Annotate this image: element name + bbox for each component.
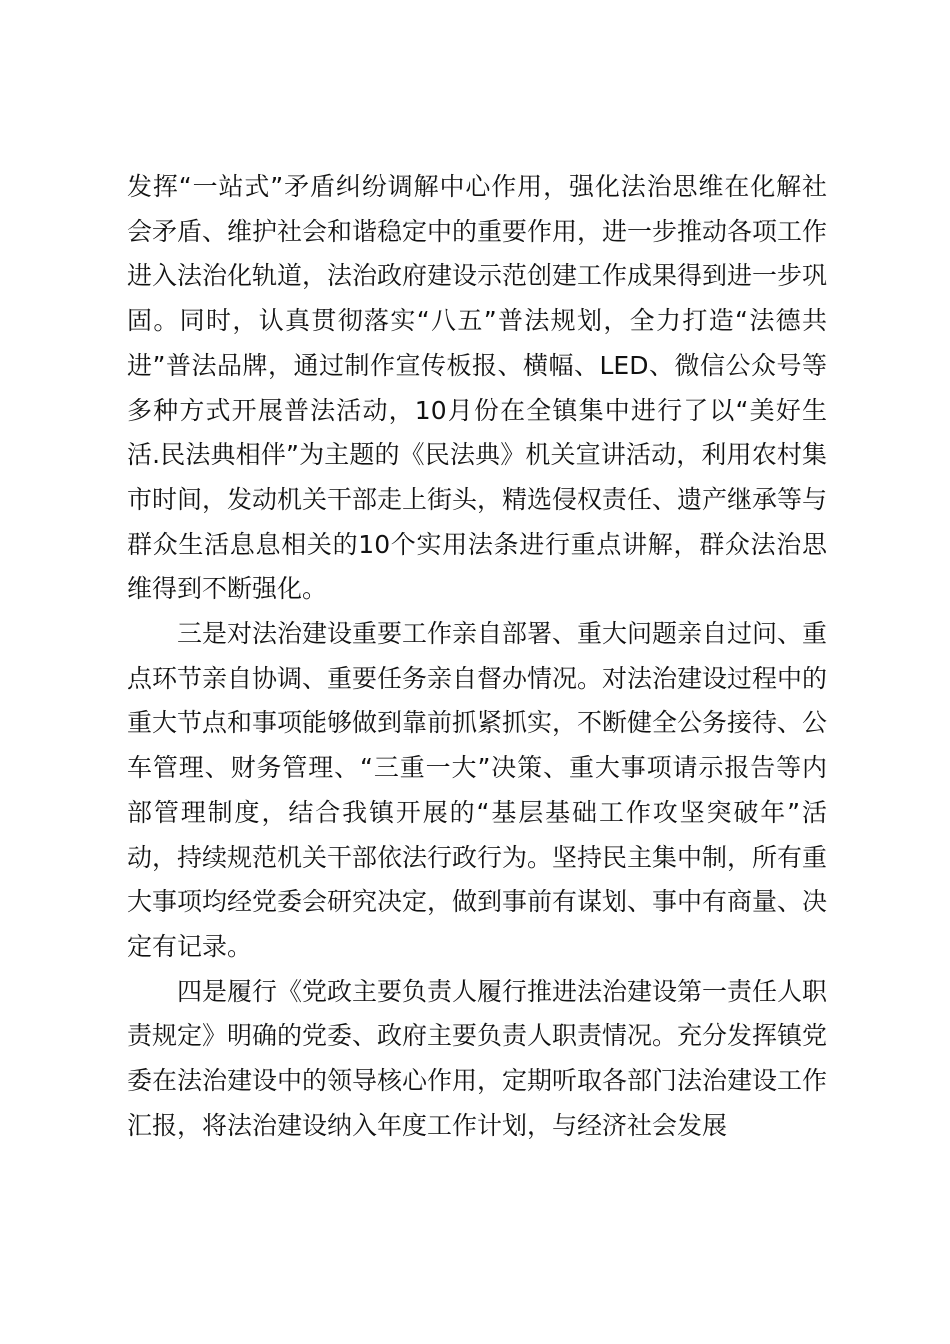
paragraph-item-three: 三是对法治建设重要工作亲自部署、重大问题亲自过问、重点环节亲自协调、重要任务亲自督办情况。对法治建设过程中的重大节点和事项能够做到靠前抓紧抓实，不断健全公务接待、公车管理、财务管理、“三重一大”决策、重大事项请示报告等内部管理制度，结合我镇开展的“基层基础工作攻坚突破年”活动，持续规范机关干部依法行政行为。坚持民主集中制，所有重大事项均经党委会研究决定，做到事前有谋划、事中有商量、决定有记录。 [127, 619, 828, 961]
document-body [127, 165, 827, 1148]
paragraph-item-four: 四是履行《党政主要负责人履行推进法治建设第一责任人职责规定》明确的党委、政府主要负责人职责情况。充分发挥镇党委在法治建设中的领导核心作用，定期听取各部门法治建设工作汇报，将法治建设纳入年度工作计划，与经济社会发展 [127, 976, 828, 1140]
paragraph-continuation: 发挥“一站式”矛盾纠纷调解中心作用，强化法治思维在化解社会矛盾、维护社会和谐稳定中的重要作用，进一步推动各项工作进入法治化轨道，法治政府建设示范创建工作成果得到进一步巩固。同时，认真贯彻落实“八五”普法规划，全力打造“法德共进”普法品牌，通过制作宣传板报、横幅、LED、微信公众号等多种方式开展普法活动，10月份在全镇集中进行了以“美好生活.民法典相伴”为主题的《民法典》机关宣讲活动，利用农村集市时间，发动机关干部走上街头，精选侵权责任、遗产继承等与群众生活息息相关的10个实用法条进行重点讲解，群众法治思维得到不断强化。 [127, 172, 828, 604]
